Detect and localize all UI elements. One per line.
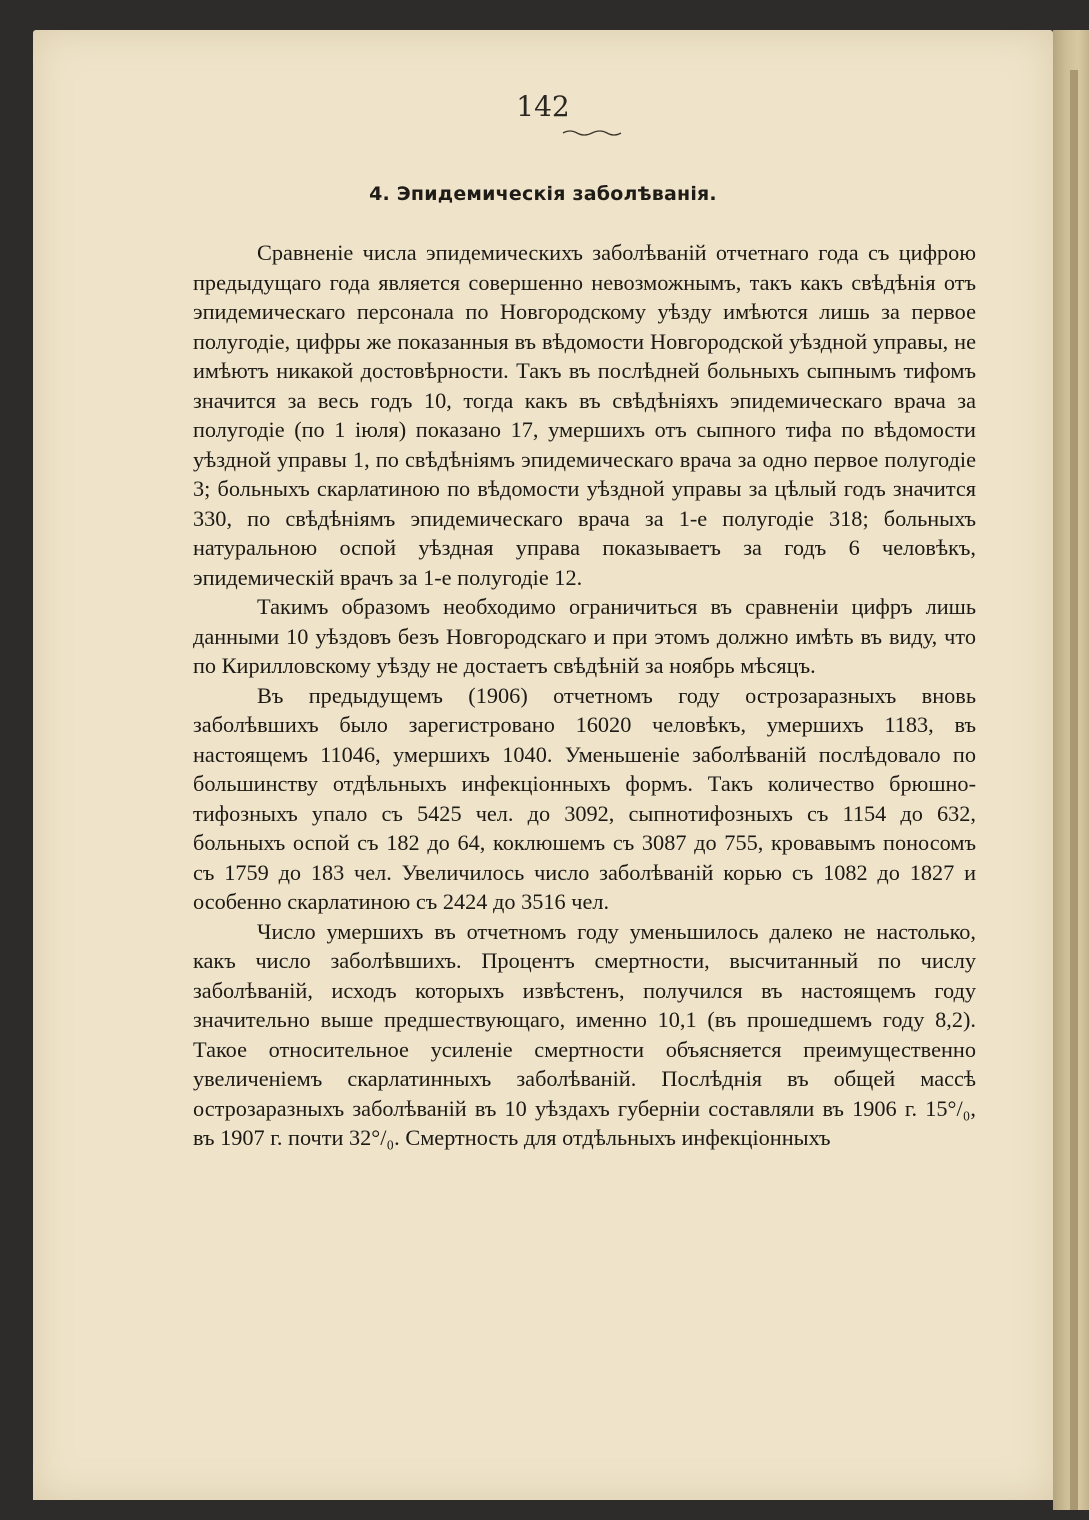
body-text bbox=[193, 238, 976, 1153]
page-number-ornament bbox=[561, 129, 623, 137]
section-heading: 4. Эпидемическія заболѣванія. bbox=[369, 183, 717, 205]
paragraph: Такимъ образомъ необходимо ограничиться въ сравненіи цифръ лишь данными 10 уѣздовъ безъ Новгородскаго и при этомъ должно имѣть въ виду, что по Кирилловскому уѣзду не достаетъ свѣдѣній за ноябрь мѣсяцъ. bbox=[193, 594, 976, 678]
paragraph: Число умершихъ въ отчетномъ году уменьшилось далеко не настолько, какъ число заболѣвшихъ. Процентъ смертности, высчитанный по числу заболѣваній, исходъ которыхъ извѣстенъ, получился въ настоящемъ году значительно выше предшествующаго, именно 10,1 (въ прошедшемъ году 8,2). Такое относительное усиленіе смертности объясняется преимущественно увеличеніемъ скарлатинныхъ заболѣваній. Послѣднія въ общей массѣ острозаразныхъ заболѣваній въ 10 уѣздахъ губерніи составляли въ 1906 г. 15°/₀, въ 1907 г. почти 32°/₀. Смертность для отдѣльныхъ инфекціонныхъ bbox=[193, 918, 976, 1150]
paragraph: Сравненіе числа эпидемическихъ заболѣваній отчетнаго года съ цифрою предыдущаго года является совершенно невозможнымъ, такъ какъ свѣдѣнія отъ эпидемическаго персонала по Новгородскому уѣзду имѣются лишь за первое полугодіе, цифры же показанныя въ вѣдомости Новгородской уѣздной управы, не имѣютъ никакой достовѣрности. Такъ въ послѣдней больныхъ сыпнымъ тифомъ значится за весь годъ 10, тогда какъ въ свѣдѣніяхъ эпидемическаго врача за полугодіе (по 1 іюля) показано 17, умершихъ отъ сыпного тифа по вѣдомости уѣздной управы 1, по свѣдѣніямъ эпидемическаго врача за одно первое полугодіе 3; больныхъ скарлатиною по вѣдомости уѣздной управы за цѣлый годъ значится 330, по свѣдѣніямъ эпидемическаго врача за 1-е полугодіе 318; больныхъ натуральною оспой уѣздная управа показываетъ за годъ 6 человѣкъ, эпидемическій врачъ за 1-е полугодіе 12. bbox=[193, 240, 976, 590]
book-page bbox=[33, 30, 1053, 1500]
paragraph: Въ предыдущемъ (1906) отчетномъ году острозаразныхъ вновь заболѣвшихъ было зарегистровано 16020 человѣкъ, умершихъ 1183, въ настоящемъ 11046, умершихъ 1040. Уменьшеніе заболѣваній послѣдовало по большинству отдѣльныхъ инфекціонныхъ формъ. Такъ количество брюшно-тифозныхъ упало съ 5425 чел. до 3092, сыпнотифозныхъ съ 1154 до 632, больныхъ оспой съ 182 до 64, коклюшемъ съ 3087 до 755, кровавымъ поносомъ съ 1759 до 183 чел. Увеличилось число заболѣваній корью съ 1082 до 1827 и особенно скарлатиною съ 2424 до 3516 чел. bbox=[193, 682, 976, 914]
page-edge-shadow bbox=[1070, 70, 1078, 1510]
page-number: 142 bbox=[516, 90, 570, 123]
